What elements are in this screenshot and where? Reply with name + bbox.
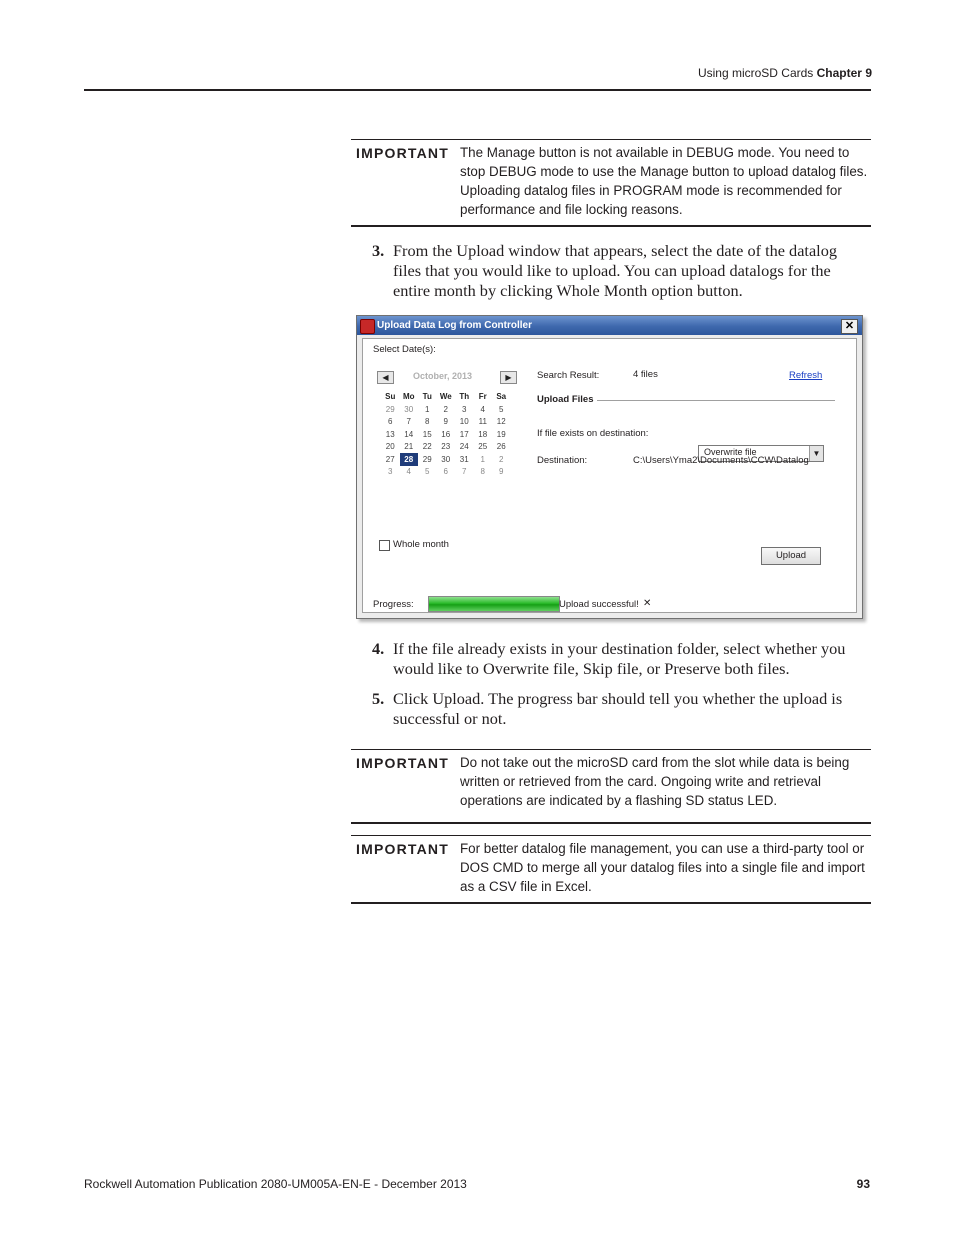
whole-month-label: Whole month — [393, 539, 449, 550]
step-3 — [372, 241, 867, 301]
step-text: Click Upload. The progress bar should tell you whether the upload is successful or not. — [393, 689, 843, 728]
calendar-day-header: Su — [385, 391, 396, 401]
upload-files-heading: Upload Files — [537, 394, 594, 405]
calendar-day[interactable]: 8 — [425, 417, 430, 427]
prev-month-button[interactable]: ◀ — [377, 371, 394, 384]
progress-bar — [428, 596, 560, 612]
calendar-day[interactable]: 6 — [443, 467, 448, 477]
calendar-day[interactable]: 30 — [404, 404, 414, 414]
upload-button[interactable]: Upload — [761, 547, 821, 565]
calendar-day[interactable]: 3 — [388, 467, 393, 477]
calendar-day[interactable]: 13 — [385, 429, 395, 439]
calendar-day[interactable]: 29 — [385, 404, 395, 414]
calendar-day[interactable]: 2 — [443, 404, 448, 414]
footer-publication: Rockwell Automation Publication 2080-UM005A-EN-E - December 2013 — [84, 1177, 467, 1191]
running-header — [698, 66, 872, 80]
important-text: The Manage button is not available in DEBUG mode. You need to stop DEBUG mode to use the Manage button to upload datalog files. Uploading datalog files in PROGRAM mode is recommended for performance and file locking reasons. — [460, 145, 868, 217]
if-exists-value: Overwrite file — [704, 447, 757, 457]
calendar-day[interactable]: 22 — [422, 442, 432, 452]
close-button[interactable]: ✕ — [841, 319, 858, 334]
calendar-day[interactable]: 15 — [422, 429, 432, 439]
step-text: From the Upload window that appears, select the date of the datalog files that you would like to upload. You can upload datalogs for the entire month by clicking Whole Month option button. — [393, 241, 837, 300]
search-result-value: 4 files — [633, 369, 658, 380]
calendar-day[interactable]: 7 — [406, 417, 411, 427]
calendar-day[interactable]: 29 — [422, 454, 432, 464]
dialog-title: Upload Data Log from Controller — [377, 320, 532, 331]
calendar-day[interactable]: 9 — [443, 417, 448, 427]
upload-dialog — [356, 315, 863, 619]
dialog-body — [362, 338, 857, 613]
group-divider — [597, 400, 835, 401]
important-label: IMPORTANT — [356, 841, 449, 857]
step-number: 3. — [372, 241, 385, 260]
search-result-label: Search Result: — [537, 370, 600, 381]
calendar-day[interactable]: 27 — [385, 454, 395, 464]
calendar-day[interactable]: 7 — [462, 467, 467, 477]
calendar-day[interactable]: 18 — [478, 429, 488, 439]
header-chapter: Chapter 9 — [816, 66, 872, 80]
calendar-day[interactable]: 3 — [462, 404, 467, 414]
calendar-day[interactable]: 8 — [480, 467, 485, 477]
progress-status: Upload successful! — [559, 599, 639, 610]
calendar-day[interactable]: 20 — [385, 442, 395, 452]
important-text: For better datalog file management, you can use a third-party tool or DOS CMD to merge all your datalog files into a single file and import as a CSV file in Excel. — [460, 841, 865, 894]
step-text: If the file already exists in your destination folder, select whether you would like to Overwrite file, Skip file, or Preserve both files. — [393, 639, 846, 678]
page-number: 93 — [856, 1177, 870, 1191]
calendar-day[interactable]: 11 — [478, 417, 487, 427]
refresh-link[interactable]: Refresh — [789, 370, 823, 381]
calendar-day[interactable]: 5 — [499, 404, 504, 414]
step-5 — [372, 689, 867, 729]
calendar-day[interactable]: 17 — [459, 429, 469, 439]
calendar-day-header: Sa — [496, 391, 507, 401]
important-label: IMPORTANT — [356, 755, 449, 771]
header-section: Using microSD Cards — [697, 66, 814, 80]
calendar-day[interactable]: 5 — [425, 467, 430, 477]
calendar-day[interactable]: 24 — [459, 442, 469, 452]
chevron-down-icon[interactable]: ▼ — [809, 446, 823, 461]
important-box-1 — [351, 139, 871, 227]
calendar-day[interactable]: 31 — [459, 454, 469, 464]
calendar-day[interactable]: 19 — [496, 429, 506, 439]
calendar-day-header: Th — [459, 391, 470, 401]
calendar-grid — [381, 389, 511, 478]
progress-label: Progress: — [373, 599, 414, 610]
important-label: IMPORTANT — [356, 145, 449, 161]
important-text: Do not take out the microSD card from the slot while data is being written or retrieved from the card. Ongoing write and retrieval operations are indicated by a flashing SD status LED. — [460, 755, 850, 808]
calendar-month: October, 2013 — [413, 371, 473, 381]
calendar-day[interactable]: 23 — [441, 442, 451, 452]
calendar-day[interactable]: 12 — [496, 417, 506, 427]
close-icon[interactable]: ✕ — [643, 598, 652, 609]
calendar-day[interactable]: 4 — [406, 467, 411, 477]
calendar-day[interactable]: 25 — [478, 442, 488, 452]
step-4 — [372, 639, 867, 679]
calendar-day[interactable]: 30 — [441, 454, 451, 464]
destination-value: C:\Users\Yma2\Documents\CCW\Datalog — [633, 455, 809, 466]
select-dates-label: Select Date(s): — [373, 344, 436, 355]
dialog-title-bar — [357, 316, 862, 335]
calendar-day-header: We — [439, 391, 452, 401]
whole-month-checkbox[interactable] — [379, 540, 390, 551]
calendar-day[interactable]: 28 — [400, 453, 419, 466]
app-icon — [360, 319, 375, 334]
calendar-day[interactable]: 21 — [404, 442, 414, 452]
calendar-day-header: Mo — [402, 391, 415, 401]
calendar-day[interactable]: 10 — [459, 417, 469, 427]
important-box-3 — [351, 835, 871, 904]
calendar-day[interactable]: 9 — [499, 467, 504, 477]
important-box-2 — [351, 749, 871, 824]
step-number: 4. — [372, 639, 385, 658]
calendar-day-header: Tu — [422, 391, 432, 401]
calendar-day[interactable]: 26 — [496, 442, 506, 452]
calendar-day[interactable]: 1 — [480, 454, 485, 464]
calendar-day[interactable]: 4 — [480, 404, 485, 414]
calendar-day[interactable]: 6 — [388, 417, 393, 427]
if-exists-label: If file exists on destination: — [537, 428, 649, 439]
calendar-day-header: Fr — [478, 391, 487, 401]
step-number: 5. — [372, 689, 385, 708]
next-month-button[interactable]: ▶ — [500, 371, 517, 384]
calendar-day[interactable]: 14 — [404, 429, 414, 439]
calendar-day[interactable]: 2 — [499, 454, 504, 464]
header-rule — [84, 89, 871, 91]
calendar-day[interactable]: 16 — [441, 429, 451, 439]
calendar-day[interactable]: 1 — [425, 404, 430, 414]
destination-label: Destination: — [537, 455, 588, 466]
